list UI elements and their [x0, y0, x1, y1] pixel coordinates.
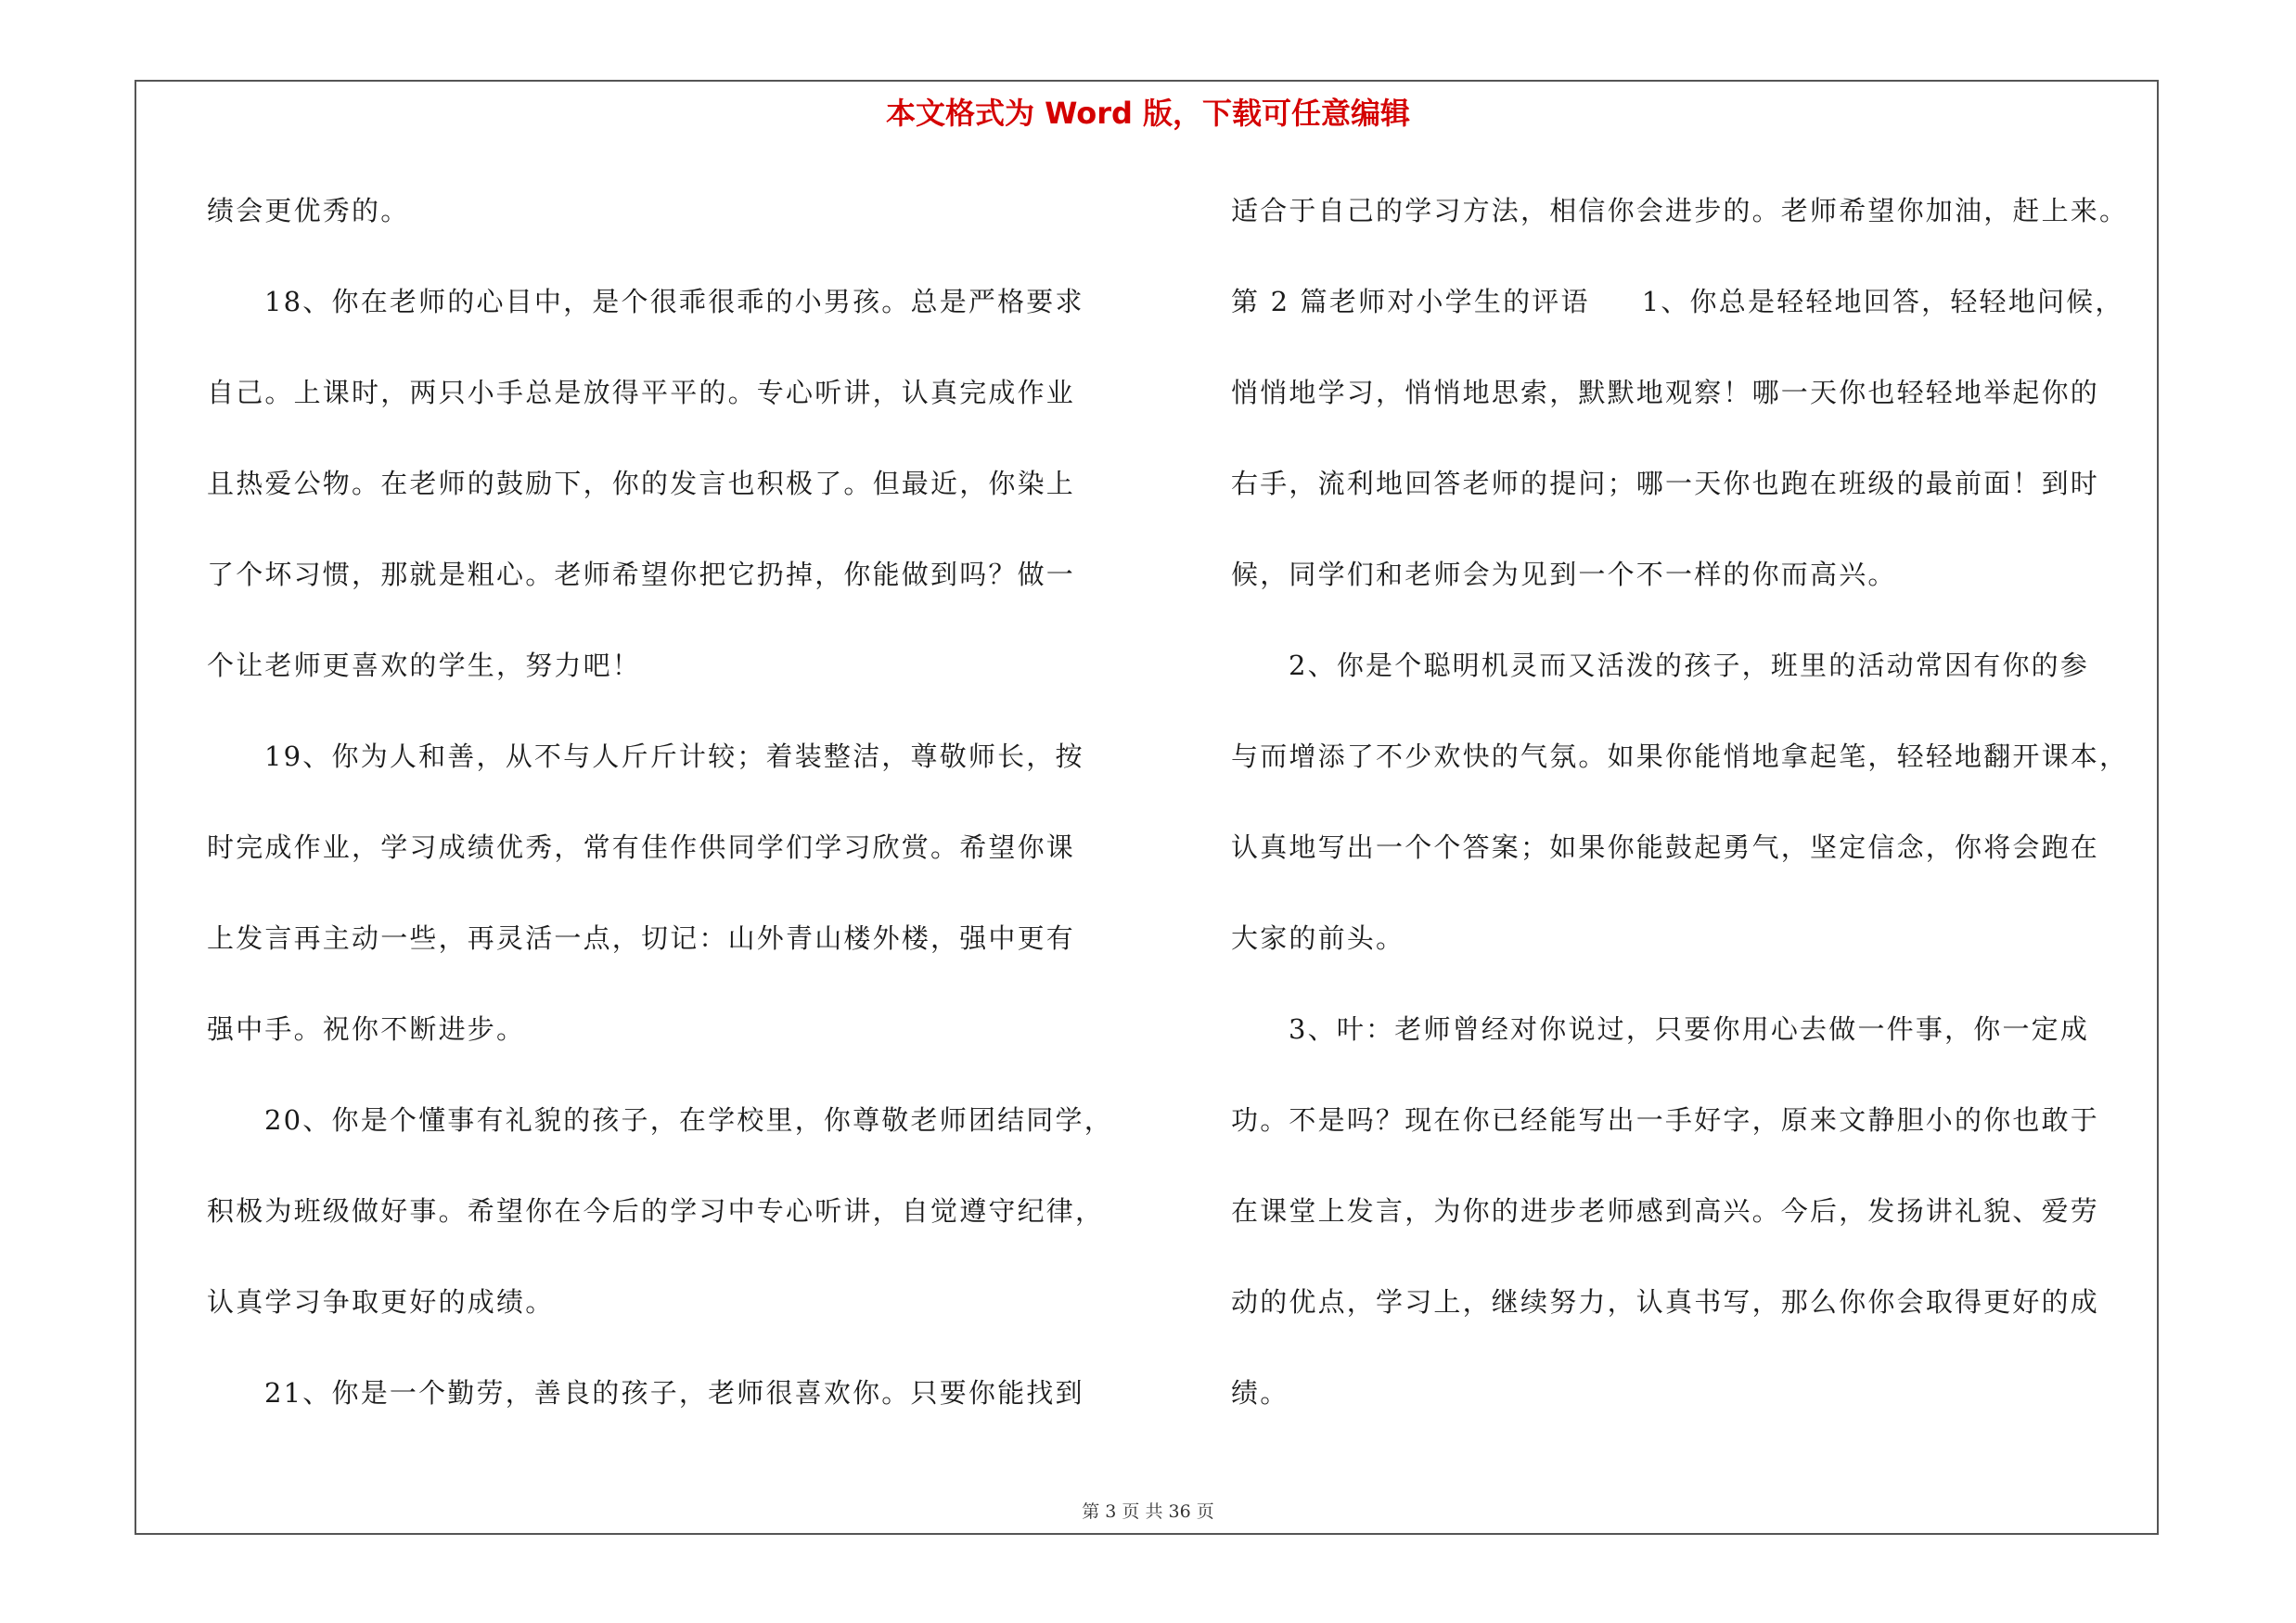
right-column [1231, 182, 2154, 1455]
text-line: 动的优点，学习上，继续努力，认真书写，那么你你会取得更好的成 [1231, 1286, 2100, 1318]
text-line: 了个坏习惯，那就是粗心。老师希望你把它扔掉，你能做到吗？做一 [207, 559, 1076, 590]
text-line: 20、你是个懂事有礼貌的孩子，在学校里，你尊敬老师团结同学， [264, 1104, 1113, 1136]
text-line: 21、你是一个勤劳，善良的孩子，老师很喜欢你。只要你能找到 [264, 1377, 1084, 1409]
text-line: 绩会更优秀的。 [207, 195, 410, 226]
header-banner: 本文格式为 Word 版，下载可任意编辑 [885, 96, 1411, 131]
text-line: 18、你在老师的心目中，是个很乖很乖的小男孩。总是严格要求 [264, 286, 1084, 317]
text-line: 右手，流利地回答老师的提问；哪一天你也跑在班级的最前面！到时 [1231, 468, 2100, 499]
text-line: 积极为班级做好事。希望你在今后的学习中专心听讲，自觉遵守纪律， [207, 1195, 1105, 1227]
page-number: 第 3 页 共 36 页 [1082, 1501, 1214, 1522]
text-line: 3、叶：老师曾经对你说过，只要你用心去做一件事，你一定成 [1289, 1013, 2090, 1045]
text-line: 个让老师更喜欢的学生，努力吧！ [207, 650, 642, 681]
text-line: 2、你是个聪明机灵而又活泼的孩子，班里的活动常因有你的参 [1289, 650, 2090, 681]
text-line: 与而增添了不少欢快的气氛。如果你能悄地拿起笔，轻轻地翻开课本， [1231, 741, 2129, 772]
text-line: 19、你为人和善，从不与人斤斤计较；着装整洁，尊敬师长，按 [264, 741, 1084, 772]
text-line: 且热爱公物。在老师的鼓励下，你的发言也积极了。但最近，你染上 [207, 468, 1076, 499]
text-line: 悄悄地学习，悄悄地思索，默默地观察！哪一天你也轻轻地举起你的 [1231, 377, 2100, 408]
text-line: 认真地写出一个个答案；如果你能鼓起勇气，坚定信念，你将会跑在 [1231, 831, 2100, 863]
text-line: 功。不是吗？现在你已经能写出一手好字，原来文静胆小的你也敢于 [1231, 1104, 2100, 1136]
text-line: 大家的前头。 [1231, 922, 1405, 954]
text-line: 强中手。祝你不断进步。 [207, 1013, 526, 1045]
left-column [207, 182, 1130, 1455]
text-line: 适合于自己的学习方法，相信你会进步的。老师希望你加油，赶上来。 [1231, 195, 2129, 226]
text-line-rest: 1、你总是轻轻地回答，轻轻地问候， [1641, 286, 2124, 317]
text-line: 自己。上课时，两只小手总是放得平平的。专心听讲，认真完成作业 [207, 377, 1076, 408]
text-line: 时完成作业，学习成绩优秀，常有佳作供同学们学习欣赏。希望你课 [207, 831, 1076, 863]
text-line [1231, 273, 2154, 364]
section-title: 第 2 篇老师对小学生的评语 [1231, 286, 1590, 317]
text-line: 上发言再主动一些，再灵活一点，切记：山外青山楼外楼，强中更有 [207, 922, 1076, 954]
text-line: 认真学习争取更好的成绩。 [207, 1286, 555, 1318]
text-line: 候，同学们和老师会为见到一个不一样的你而高兴。 [1231, 559, 1897, 590]
text-line: 绩。 [1231, 1377, 1289, 1409]
text-line: 在课堂上发言，为你的进步老师感到高兴。今后，发扬讲礼貌、爱劳 [1231, 1195, 2100, 1227]
